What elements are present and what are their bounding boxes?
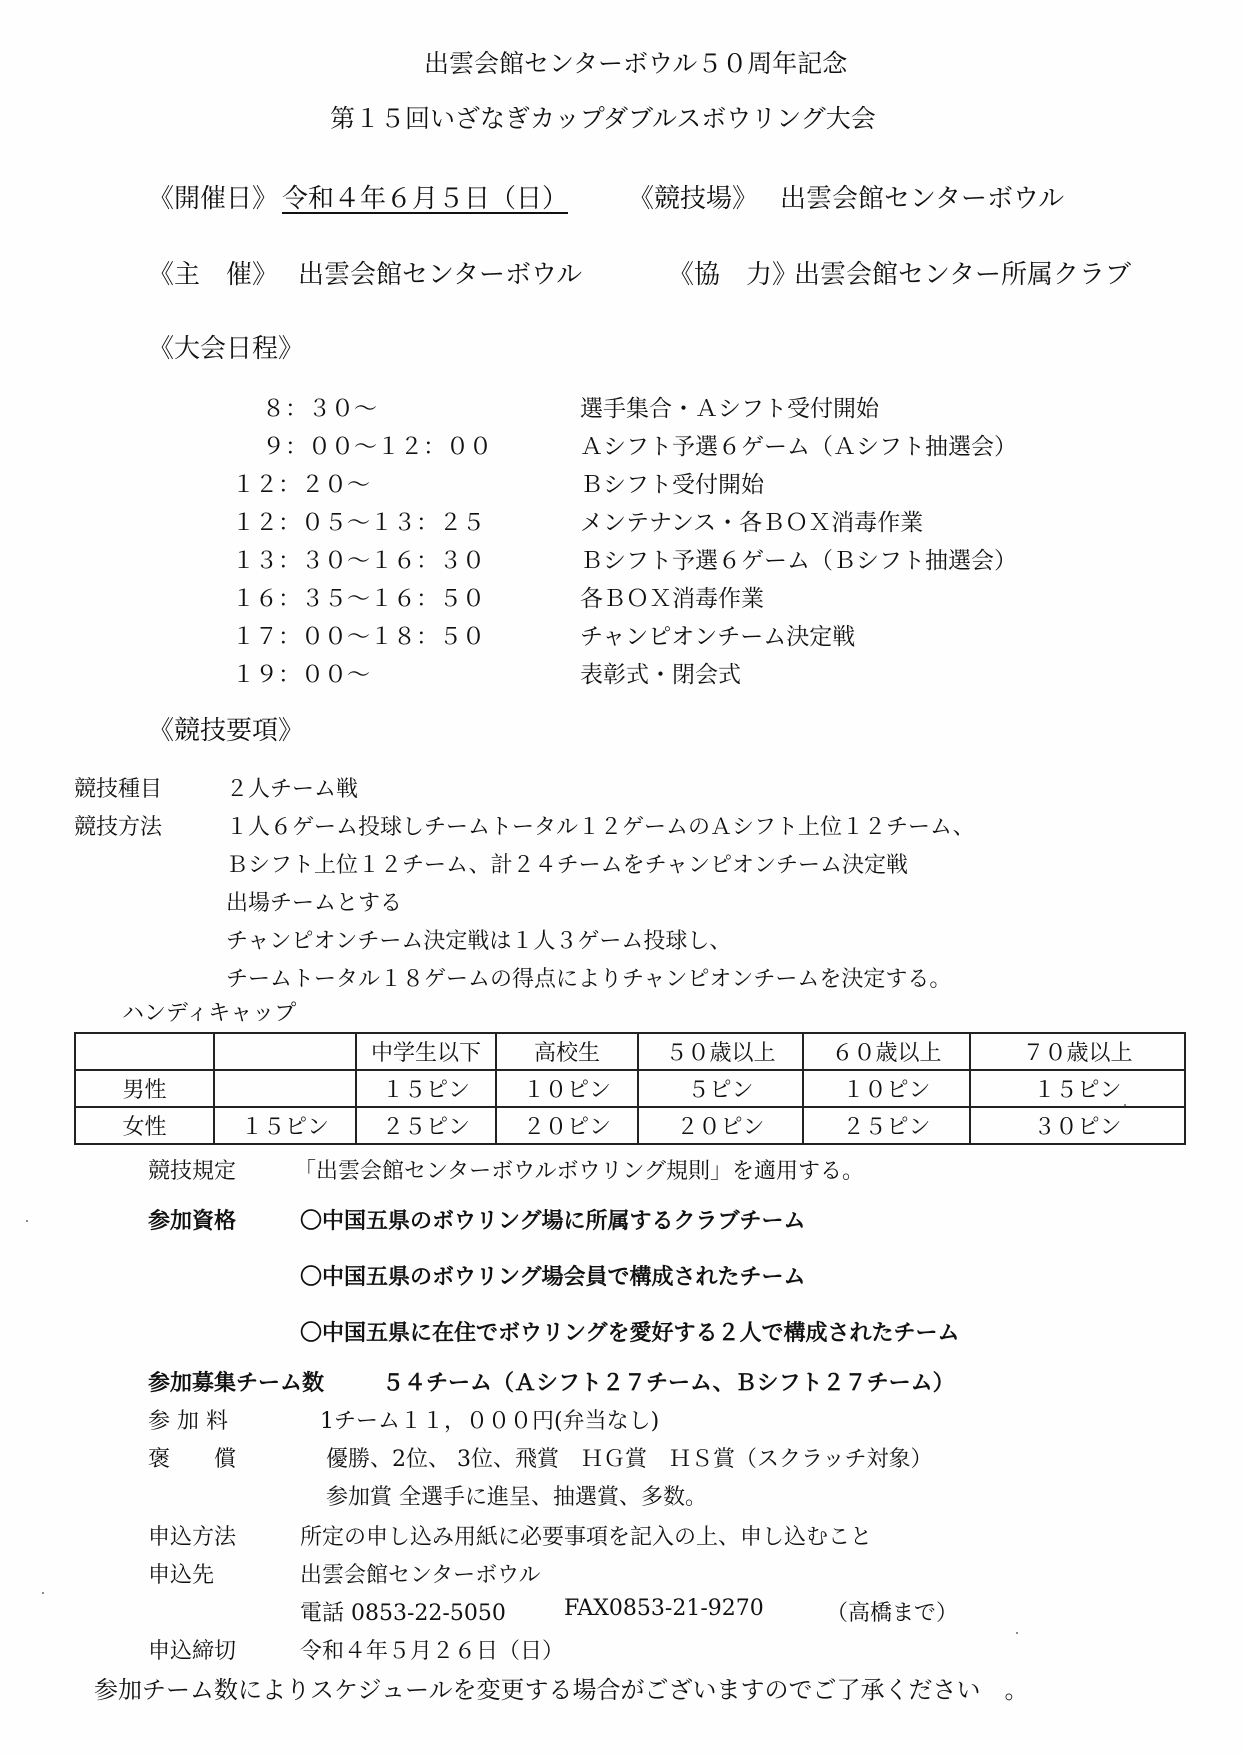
table-cell: ２５ピン	[356, 1107, 496, 1144]
type-value: ２人チーム戦	[226, 777, 359, 802]
eligibility-item: 〇中国五県のボウリング場に所属するクラブチーム	[300, 1208, 806, 1234]
table-cell: ２０ピン	[496, 1107, 638, 1144]
apply-to-value: 出雲会館センターボウル	[300, 1563, 541, 1588]
table-header: ６０歳以上	[803, 1033, 970, 1070]
schedule-event: 表彰式・閉会式	[580, 662, 741, 688]
schedule-heading: 《大会日程》	[148, 334, 305, 364]
fee-value: 1チーム１１，０００円(弁当なし)	[320, 1409, 660, 1434]
scan-speck	[1124, 1104, 1126, 1106]
schedule-event: Ｂシフト予選６ゲーム（Ｂシフト抽選会）	[580, 548, 1017, 574]
method-line: チャンピオンチーム決定戦は１人３ゲーム投球し、	[226, 929, 732, 954]
schedule-time: １６：３５～１６：５０	[232, 586, 485, 612]
scan-speck	[26, 1220, 28, 1222]
table-header: 高校生	[496, 1033, 638, 1070]
schedule-event: 各ＢＯＸ消毒作業	[580, 586, 764, 612]
teams-label: 参加募集チーム数	[148, 1370, 325, 1396]
contact: （高橋まで）	[826, 1601, 959, 1626]
table-cell: ５ピン	[638, 1070, 803, 1107]
table-cell: １５ピン	[970, 1070, 1185, 1107]
schedule-event: Ｂシフト受付開始	[580, 472, 764, 498]
fax: FAX0853-21-9270	[564, 1596, 764, 1621]
handicap-table	[74, 1032, 1186, 1145]
table-cell: ３０ピン	[970, 1107, 1185, 1144]
eligibility-label: 参加資格	[148, 1208, 237, 1234]
schedule-time: ８：３０～	[262, 396, 377, 422]
schedule-event: Ａシフト予選６ゲーム（Ａシフト抽選会）	[580, 434, 1017, 460]
coop-value: 出雲会館センター所属クラブ	[794, 260, 1131, 290]
scan-speck	[1016, 1632, 1018, 1634]
table-cell: １０ピン	[496, 1070, 638, 1107]
host-value: 出雲会館センターボウル	[298, 260, 583, 290]
method-line: チームトータル１８ゲームの得点によりチャンピオンチームを決定する。	[226, 967, 952, 992]
scan-speck	[42, 1592, 44, 1594]
schedule-event: チャンピオンチーム決定戦	[580, 624, 856, 650]
type-label: 競技種目	[74, 777, 163, 802]
schedule-time: １２：２０～	[232, 472, 370, 498]
table-header: 中学生以下	[356, 1033, 496, 1070]
venue-value: 出雲会館センターボウル	[780, 184, 1065, 214]
table-cell: 女性	[75, 1107, 214, 1144]
teams-value: ５４チーム（Ａシフト２７チーム、Ｂシフト２７チーム）	[382, 1370, 955, 1396]
schedule-time: ９：００～１２：００	[262, 434, 492, 460]
table-header: ７０歳以上	[970, 1033, 1185, 1070]
table-cell: 男性	[75, 1070, 214, 1107]
deadline-label: 申込締切	[148, 1639, 237, 1664]
coop-label: 《協 力》	[668, 260, 799, 290]
table-header-row	[75, 1033, 1185, 1070]
prize-value-2: 参加賞 全選手に進呈、抽選賞、多数。	[326, 1485, 707, 1510]
host-label: 《主 催》	[148, 260, 279, 290]
regulation-label: 競技規定	[148, 1159, 237, 1184]
table-cell: ２５ピン	[803, 1107, 970, 1144]
apply-method-value: 所定の申し込み用紙に必要事項を記入の上、申し込むこと	[300, 1525, 873, 1550]
apply-method-label: 申込方法	[148, 1525, 237, 1550]
table-cell: １５ピン	[356, 1070, 496, 1107]
schedule-time: １９：００～	[232, 662, 370, 688]
schedule-time: １７：００～１８：５０	[232, 624, 485, 650]
table-header	[75, 1033, 214, 1070]
method-line: Ｂシフト上位１２チーム、計２４チームをチャンピオンチーム決定戦	[226, 853, 909, 878]
schedule-event: 選手集合・Ａシフト受付開始	[580, 396, 879, 422]
handicap-label: ハンディキャップ	[122, 1001, 297, 1026]
title-line1: 出雲会館センターボウル５０周年記念	[424, 49, 848, 78]
schedule-notice: 参加チーム数によりスケジュールを変更する場合がございますのでご了承ください 。	[94, 1676, 1029, 1704]
table-cell: １０ピン	[803, 1070, 970, 1107]
date-label: 《開催日》	[148, 184, 279, 214]
table-header	[214, 1033, 356, 1070]
regulation-value: 「出雲会館センターボウルボウリング規則」を適用する。	[294, 1159, 865, 1184]
date-value: 令和４年６月５日（日）	[282, 184, 569, 214]
rules-heading: 《競技要項》	[148, 716, 305, 746]
schedule-time: １３：３０～１６：３０	[232, 548, 485, 574]
fee-label: 参 加 料	[148, 1409, 228, 1434]
title-line2: 第１５回いざなぎカップダブルスボウリング大会	[330, 104, 876, 133]
deadline-value: 令和４年５月２６日（日）	[300, 1639, 565, 1664]
method-line: 出場チームとする	[226, 891, 403, 916]
schedule-time: １２：０５～１３：２５	[232, 510, 485, 536]
method-label: 競技方法	[74, 815, 163, 840]
schedule-event: メンテナンス・各ＢＯＸ消毒作業	[580, 510, 924, 536]
eligibility-item: 〇中国五県のボウリング場会員で構成されたチーム	[300, 1264, 806, 1290]
table-cell	[214, 1070, 356, 1107]
table-cell: １５ピン	[214, 1107, 356, 1144]
eligibility-item: 〇中国五県に在住でボウリングを愛好する２人で構成されたチーム	[300, 1320, 960, 1346]
prize-label: 褒 償	[148, 1447, 237, 1472]
venue-label: 《競技場》	[628, 184, 759, 214]
table-row	[75, 1070, 1185, 1107]
apply-to-label: 申込先	[148, 1563, 215, 1588]
phone: 電話 0853-22-5050	[300, 1601, 506, 1626]
prize-value: 優勝、2位、 3位、飛賞 ＨＧ賞 ＨＳ賞（スクラッチ対象）	[326, 1447, 933, 1472]
table-header: ５０歳以上	[638, 1033, 803, 1070]
table-row	[75, 1107, 1185, 1144]
table-cell: ２０ピン	[638, 1107, 803, 1144]
method-line: １人６ゲーム投球しチームトータル１２ゲームのＡシフト上位１２チーム、	[226, 815, 975, 840]
